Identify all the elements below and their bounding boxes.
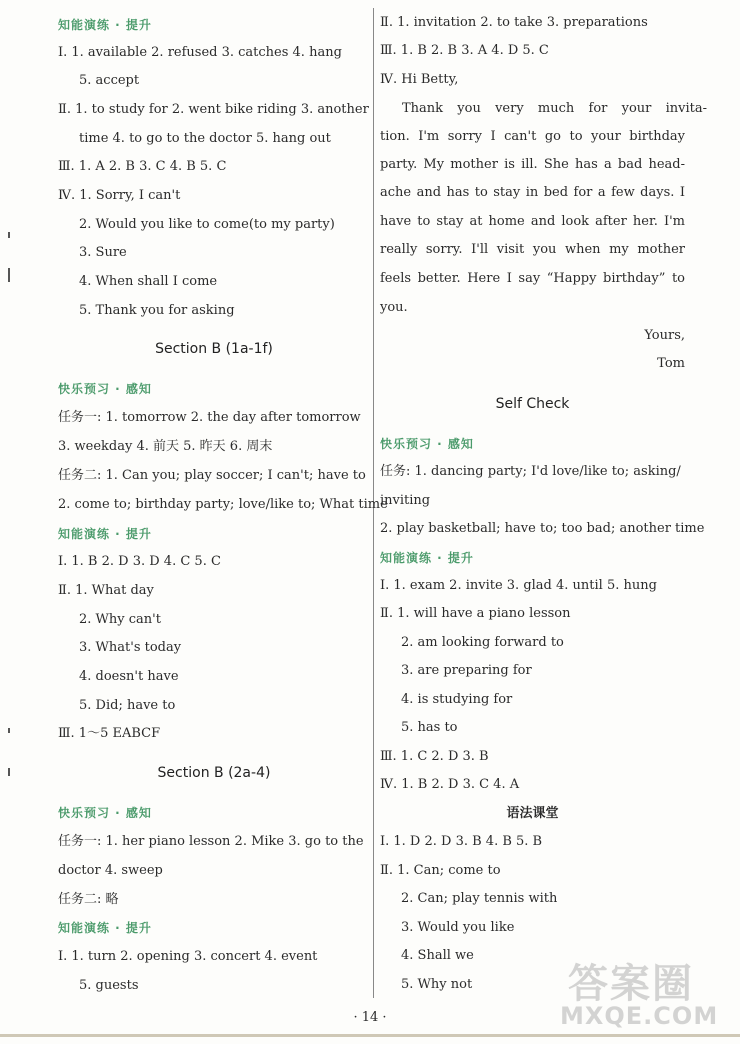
right-text-line: Ⅲ. 1. C 2. D 3. B <box>380 749 489 764</box>
left-text-line: doctor 4. sweep <box>58 863 163 878</box>
left-text-line: Ⅰ. 1. turn 2. opening 3. concert 4. event <box>58 949 318 964</box>
right-text-line: 5. Why not <box>401 977 473 992</box>
left-text-line: 5. Did; have to <box>79 698 176 713</box>
right-text-line: have to stay at home and look after her. I'm <box>380 214 685 229</box>
watermark-url: MXQE.COM <box>560 1002 719 1030</box>
right-text-line: 知能演练 · 提升 <box>380 551 474 565</box>
left-text-line: 3. Sure <box>79 245 127 260</box>
margin-mark <box>8 728 10 733</box>
right-text-line: 快乐预习 · 感知 <box>380 437 474 451</box>
page-number: · 14 · <box>353 1010 387 1025</box>
bottom-border <box>0 1034 740 1037</box>
right-text-line: Ⅱ. 1. will have a piano lesson <box>380 606 571 621</box>
left-text-line: 任务二: 略 <box>58 892 119 907</box>
right-text-line: tion. I'm sorry I can't go to your birthday <box>380 129 685 144</box>
left-text-line: 5. guests <box>79 978 139 993</box>
right-text-line: inviting <box>380 493 431 508</box>
left-text-line: time 4. to go to the doctor 5. hang out <box>79 131 331 146</box>
margin-mark <box>8 268 10 282</box>
right-text-line: Yours, <box>644 328 685 343</box>
left-text-line: Ⅲ. 1. A 2. B 3. C 4. B 5. C <box>58 159 227 174</box>
right-text-line: 4. Shall we <box>401 948 474 963</box>
right-text-line: really sorry. I'll visit you when my mother <box>380 242 685 257</box>
left-text-line: Ⅲ. 1～5 EABCF <box>58 726 161 741</box>
right-text-line: Ⅱ. 1. Can; come to <box>380 863 501 878</box>
right-text-line: Self Check <box>495 396 570 412</box>
right-text-line: ache and has to stay in bed for a few days. I <box>380 185 685 200</box>
left-text-line: Ⅱ. 1. What day <box>58 583 154 598</box>
right-text-line: 语法课堂 <box>506 806 559 821</box>
left-text-line: 3. weekday 4. 前天 5. 昨天 6. 周末 <box>58 439 273 454</box>
left-text-line: 知能演练 · 提升 <box>58 527 152 541</box>
right-text-line: party. My mother is ill. She has a bad head- <box>380 157 685 172</box>
left-text-line: 3. What's today <box>79 640 182 655</box>
right-text-line: Ⅳ. 1. B 2. D 3. C 4. A <box>380 777 520 792</box>
margin-mark <box>8 232 10 238</box>
left-text-line: 任务二: 1. Can you; play soccer; I can't; have to <box>58 468 366 483</box>
right-text-line: Ⅰ. 1. exam 2. invite 3. glad 4. until 5. hung <box>380 578 657 593</box>
left-text-line: 4. doesn't have <box>79 669 179 684</box>
watermark-logo <box>560 950 730 1030</box>
left-text-line: 快乐预习 · 感知 <box>58 806 152 820</box>
right-text-line: 2. am looking forward to <box>401 635 564 650</box>
left-text-line: 5. Thank you for asking <box>79 303 235 318</box>
right-text-line: Thank you very much for your invita- <box>402 101 707 116</box>
right-text-line: 5. has to <box>401 720 458 735</box>
right-text-line: you. <box>380 300 408 315</box>
left-text-line: Section B (1a-1f) <box>155 341 273 357</box>
right-text-line: 任务: 1. dancing party; I'd love/like to; asking/ <box>380 464 681 479</box>
right-text-line: Ⅳ. Hi Betty, <box>380 72 459 87</box>
left-text-line: Section B (2a-4) <box>157 765 271 781</box>
left-text-line: Ⅰ. 1. B 2. D 3. D 4. C 5. C <box>58 554 221 569</box>
left-text-line: Ⅱ. 1. to study for 2. went bike riding 3. another <box>58 102 369 117</box>
left-text-line: 任务一: 1. tomorrow 2. the day after tomorrow <box>58 410 361 425</box>
right-text-line: 2. play basketball; have to; too bad; another time <box>380 521 705 536</box>
left-text-line: 2. Why can't <box>79 612 161 627</box>
left-text-line: Ⅰ. 1. available 2. refused 3. catches 4. hang <box>58 45 342 60</box>
left-text-line: Ⅳ. 1. Sorry, I can't <box>58 188 181 203</box>
right-text-line: Ⅲ. 1. B 2. B 3. A 4. D 5. C <box>380 43 549 58</box>
left-text-line: 任务一: 1. her piano lesson 2. Mike 3. go to the <box>58 834 364 849</box>
right-text-line: Tom <box>657 356 685 371</box>
right-text-line: 3. are preparing for <box>401 663 532 678</box>
left-text-line: 5. accept <box>79 73 140 88</box>
left-text-line: 2. come to; birthday party; love/like to; What time <box>58 497 388 512</box>
right-text-line: feels better. Here I say “Happy birthday” to <box>380 271 685 286</box>
margin-mark <box>8 768 10 776</box>
watermark-text: 答案圈 <box>568 961 694 1007</box>
right-text-line: 3. Would you like <box>401 920 515 935</box>
right-text-line: Ⅱ. 1. invitation 2. to take 3. preparations <box>380 15 648 30</box>
right-text-line: 2. Can; play tennis with <box>401 891 558 906</box>
left-text-line: 4. When shall I come <box>79 274 218 289</box>
right-text-line: 4. is studying for <box>401 692 513 707</box>
left-text-line: 知能演练 · 提升 <box>58 18 152 32</box>
left-text-line: 知能演练 · 提升 <box>58 921 152 935</box>
left-text-line: 2. Would you like to come(to my party) <box>79 217 335 232</box>
left-text-line: 快乐预习 · 感知 <box>58 382 152 396</box>
right-text-line: Ⅰ. 1. D 2. D 3. B 4. B 5. B <box>380 834 543 849</box>
